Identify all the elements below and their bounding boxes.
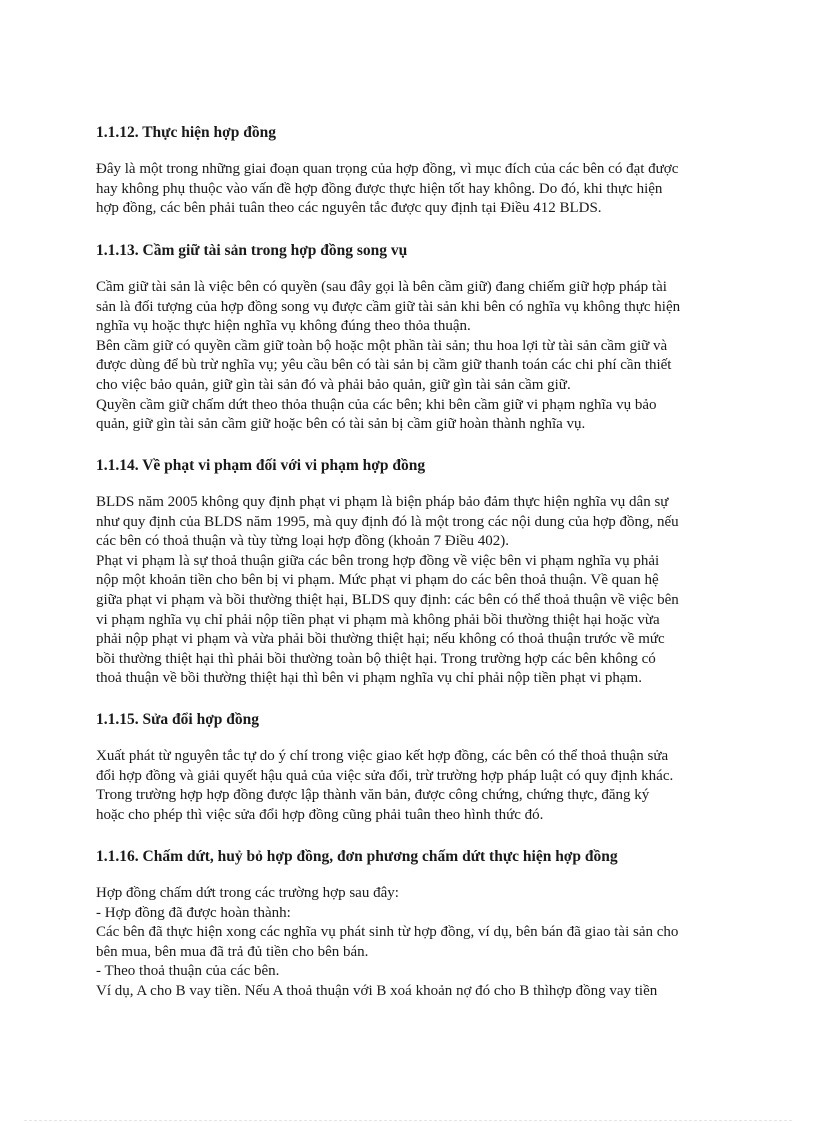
section-heading: 1.1.16. Chấm dứt, huỷ bỏ hợp đồng, đơn phương chấm dứt thực hiện hợp đồng [96,848,618,865]
section-paragraph [96,160,736,219]
text-line: hay không phụ thuộc vào vấn đề hợp đồng được thực hiện tốt hay không. Do đó, khi thực hiện [96,180,663,197]
text-line: bên mua, bên mua đã trả đủ tiền cho bên bán. [96,943,369,960]
text-line: nộp một khoản tiền cho bên bị vi phạm. Mức phạt vi phạm do các bên thoả thuận. Về quan hệ [96,572,659,589]
text-line: Bên cầm giữ có quyền cầm giữ toàn bộ hoặc một phần tài sản; thu hoa lợi từ tài sản cầm giữ và [96,337,668,354]
text-line: giữa phạt vi phạm và bồi thường thiệt hại, BLDS quy định: các bên có thể thoả thuận về việc bên [96,591,679,608]
text-line: đổi hợp đồng và giải quyết hậu quả của việc sửa đổi, trừ trường hợp pháp luật có quy định khác. [96,767,674,784]
text-line: - Hợp đồng đã được hoàn thành: [96,904,291,921]
section-heading: 1.1.15. Sửa đổi hợp đồng [96,711,260,728]
section-paragraph [96,278,736,435]
text-line: hoặc cho phép thì việc sửa đổi hợp đồng cũng phải tuân theo hình thức đó. [96,806,544,823]
text-line: - Theo thoả thuận của các bên. [96,963,280,980]
text-line: Ví dụ, A cho B vay tiền. Nếu A thoả thuận với B xoá khoản nợ đó cho B thìhợp đồng vay tiền [96,982,658,999]
text-line: Phạt vi phạm là sự thoả thuận giữa các bên trong hợp đồng về việc bên vi phạm nghĩa vụ phải [96,552,660,569]
text-line: BLDS năm 2005 không quy định phạt vi phạm là biện pháp bảo đảm thực hiện nghĩa vụ dân sự [96,494,669,510]
section-1-1-13 [96,241,736,435]
text-line: Các bên đã thực hiện xong các nghĩa vụ phát sinh từ hợp đồng, ví dụ, bên bán đã giao tài sản cho [96,924,679,941]
section-paragraph [96,884,736,1002]
page-bottom-divider [24,1120,792,1121]
section-1-1-15 [96,710,736,825]
text-line: Đây là một trong những giai đoạn quan trọng của hợp đồng, vì mục đích của các bên có đạt được [96,161,679,177]
text-line: vi phạm nghĩa vụ chỉ phải nộp tiền phạt vi phạm mà không phải bồi thường thiệt hại hoặc vừa [96,611,660,628]
section-heading: 1.1.13. Cầm giữ tài sản trong hợp đồng song vụ [96,242,408,259]
text-line: Hợp đồng chấm dứt trong các trường hợp sau đây: [96,885,399,901]
section-paragraph [96,747,736,825]
text-line: sản là đối tượng của hợp đồng song vụ được cầm giữ tài sản khi bên có nghĩa vụ không thực hiện [96,298,681,315]
text-line: hợp đồng, các bên phải tuân theo các nguyên tắc được quy định tại Điều 412 BLDS. [96,200,602,217]
text-line: Xuất phát từ nguyên tắc tự do ý chí trong việc giao kết hợp đồng, các bên có thể thoả thuận sửa [96,748,669,764]
text-line: quản, giữ gìn tài sản cầm giữ hoặc bên có tài sản bị cầm giữ hoàn thành nghĩa vụ. [96,416,586,433]
text-line: bồi thường thiệt hại thì phải bồi thường toàn bộ thiệt hại. Trong trường hợp các bên không có [96,650,656,667]
text-line: Quyền cầm giữ chấm dứt theo thỏa thuận của các bên; khi bên cầm giữ vi phạm nghĩa vụ bảo [96,396,657,413]
text-line: thoả thuận về bồi thường thiệt hại thì bên vi phạm nghĩa vụ chỉ phải nộp tiền phạt vi phạm. [96,670,642,687]
section-1-1-16 [96,847,736,1002]
text-line: phải nộp phạt vi phạm và vừa phải bồi thường thiệt hại; nếu không có thoả thuận trước về mức [96,631,665,648]
text-line: cho việc bảo quản, giữ gìn tài sản đó và phải bảo quản, giữ gìn tài sản cầm giữ. [96,376,571,393]
text-line: được dùng để bù trừ nghĩa vụ; yêu cầu bên có tài sản bị cầm giữ thanh toán các chi phí cần thiết [96,357,672,374]
section-1-1-14 [96,456,736,689]
text-line: như quy định của BLDS năm 1995, mà quy định đó là một trong các nội dung của hợp đồng, nếu [96,513,679,530]
text-line: Trong trường hợp hợp đồng được lập thành văn bản, được công chứng, chứng thực, đăng ký [96,787,650,804]
text-line: các bên có thoả thuận và tùy từng loại hợp đồng (khoản 7 Điều 402). [96,533,510,550]
section-paragraph [96,493,736,689]
text-line: Cầm giữ tài sản là việc bên có quyền (sau đây gọi là bên cầm giữ) đang chiếm giữ hợp pháp tài [96,279,667,295]
section-heading: 1.1.12. Thực hiện hợp đồng [96,124,276,141]
section-1-1-12 [96,123,736,219]
section-heading: 1.1.14. Về phạt vi phạm đối với vi phạm hợp đồng [96,457,426,474]
text-line: nghĩa vụ hoặc thực hiện nghĩa vụ không đúng theo thỏa thuận. [96,318,471,335]
